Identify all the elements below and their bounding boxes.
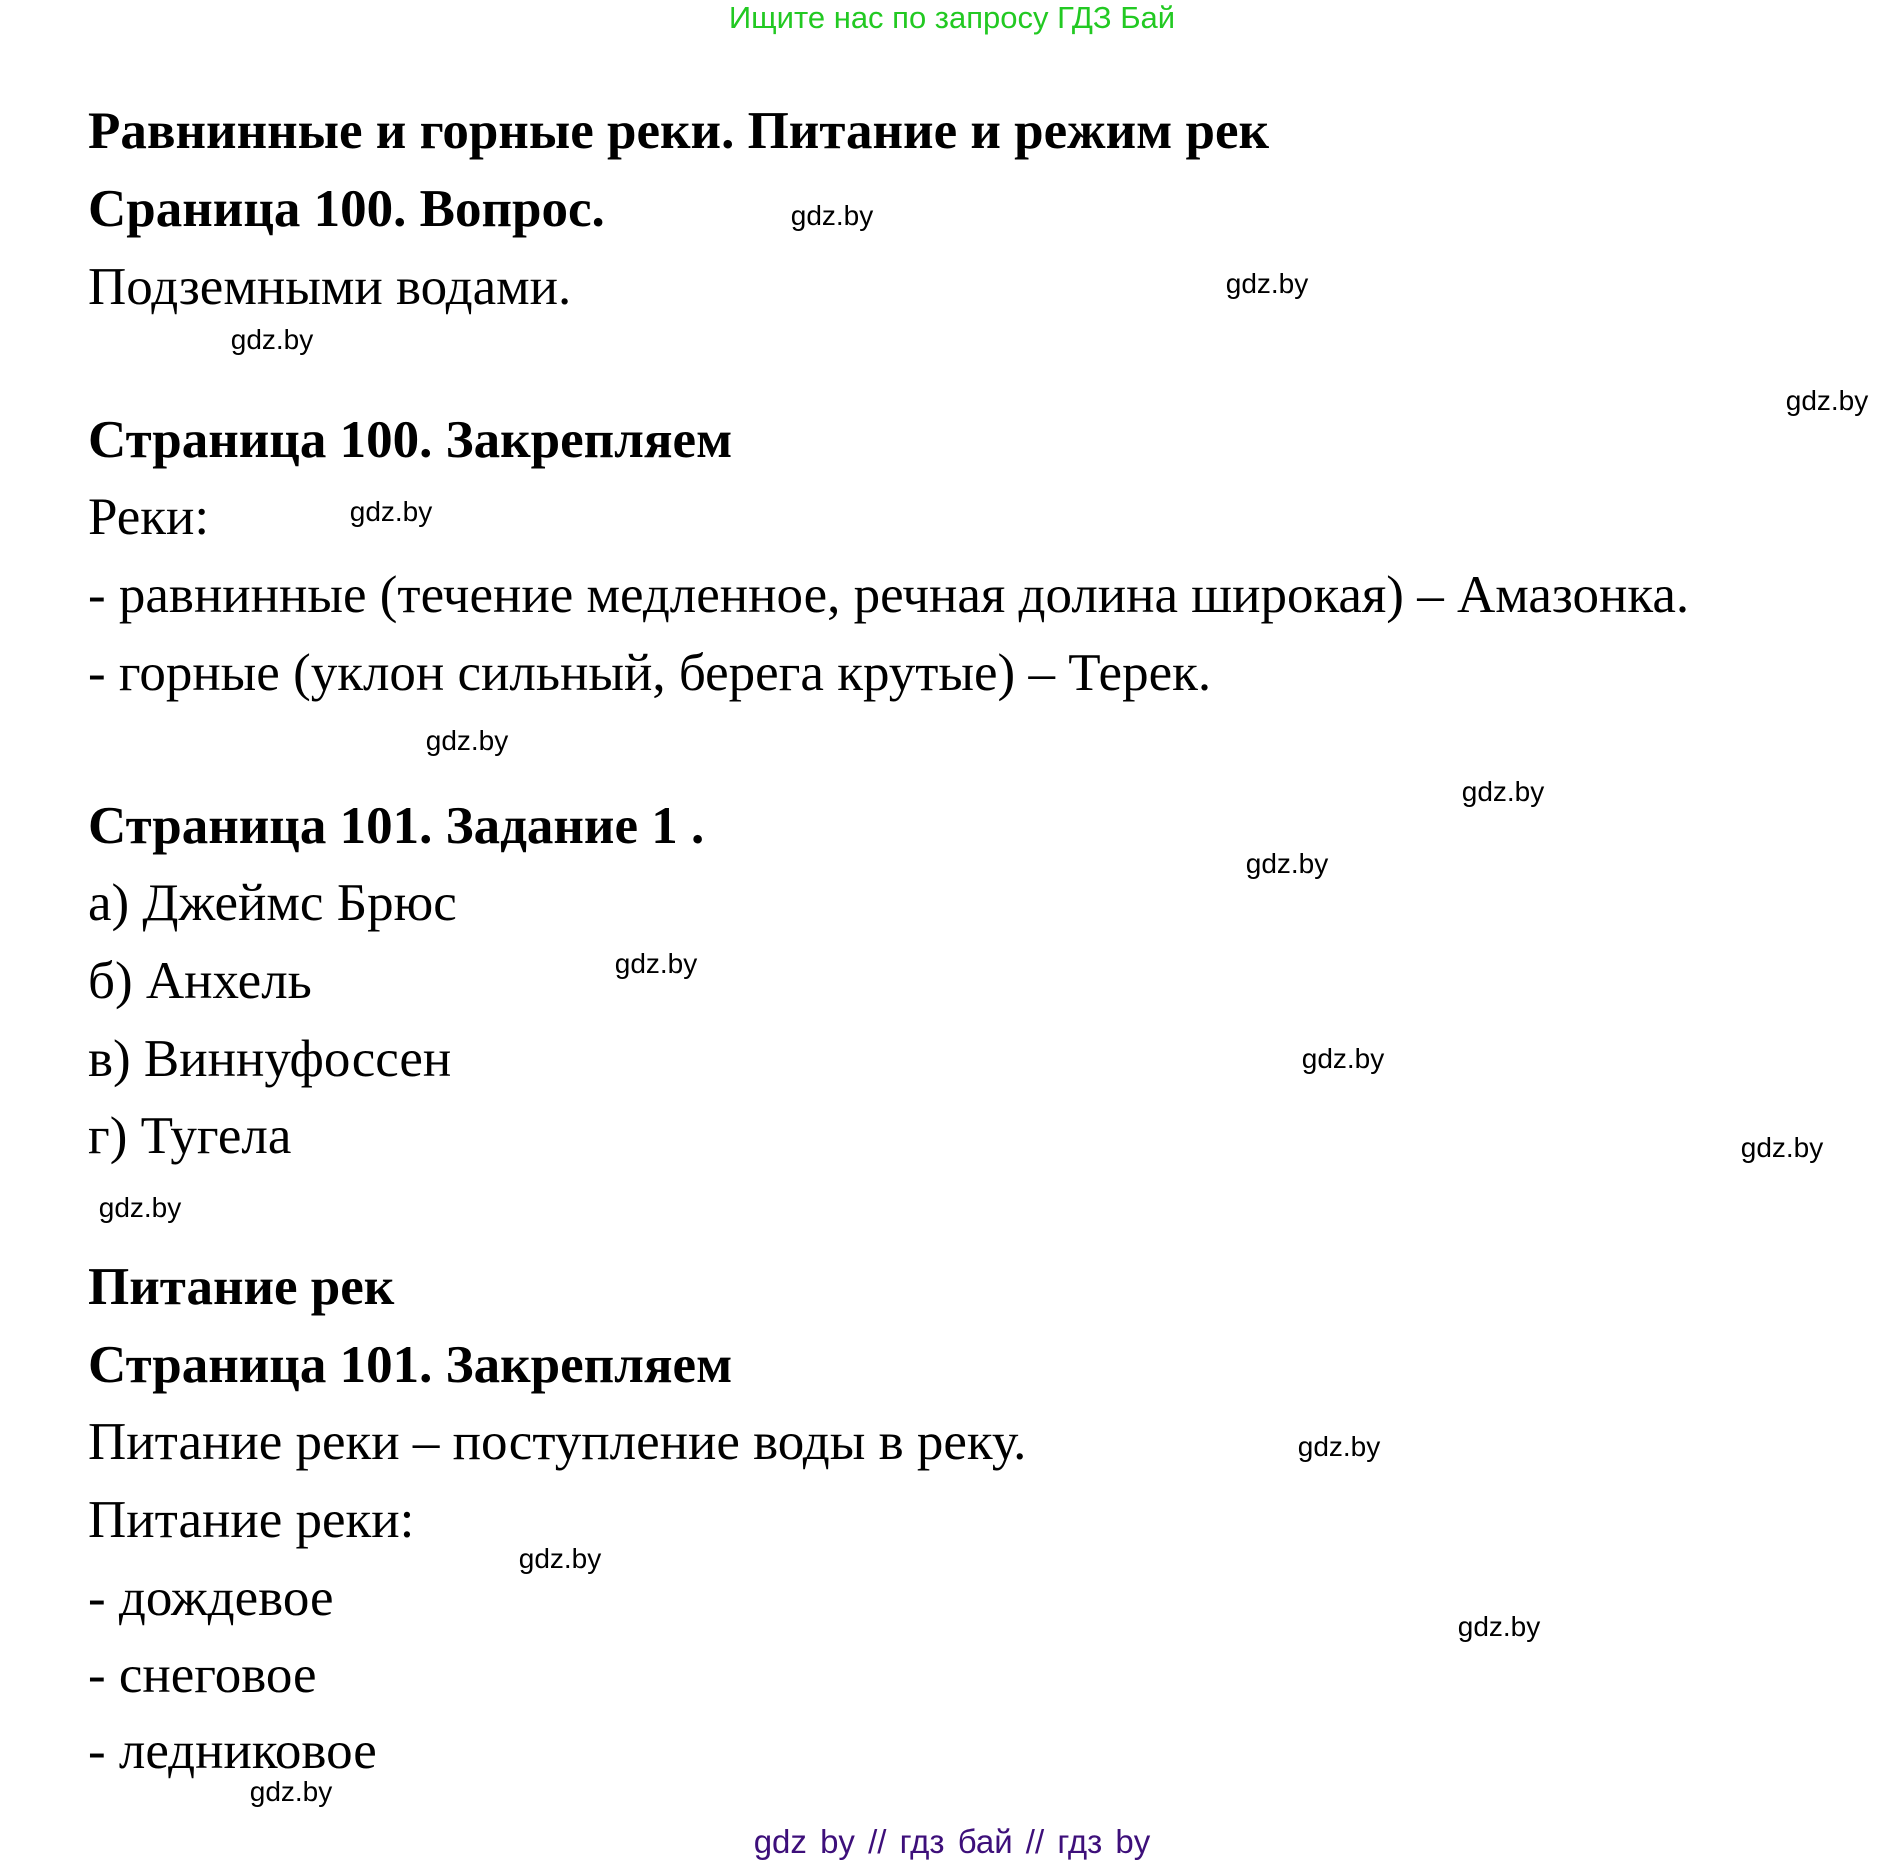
list-item: - равнинные (течение медленное, речная долина широкая) – Амазонка. (88, 566, 1690, 624)
section-heading-p100-reinforce: Страница 100. Закрепляем (88, 411, 733, 469)
list-item: - снеговое (88, 1646, 317, 1704)
definition-text: Питание реки – поступление воды в реку. (88, 1413, 1027, 1471)
list-item: - горные (уклон сильный, берега крутые) – Терек. (88, 644, 1212, 702)
watermark: gdz.by (1225, 268, 1309, 299)
answer-text: Подземными водами. (88, 258, 572, 316)
watermark: gdz.by (1457, 1611, 1541, 1642)
list-item: г) Тугела (88, 1107, 292, 1165)
watermark: gdz.by (230, 324, 314, 355)
list-item: б) Анхель (88, 952, 312, 1010)
section-heading-p101-reinforce: Страница 101. Закрепляем (88, 1336, 733, 1394)
watermark: gdz.by (349, 496, 433, 527)
watermark: gdz.by (1740, 1132, 1824, 1163)
watermark: gdz.by (425, 725, 509, 756)
list-item: - дождевое (88, 1569, 334, 1627)
section-title-river-feeding: Питание рек (88, 1258, 395, 1316)
rivers-intro: Реки: (88, 488, 210, 546)
watermark: gdz.by (614, 948, 698, 979)
section-heading-p101-task1: Страница 101. Задание 1 . (88, 797, 705, 855)
watermark: gdz.by (1461, 776, 1545, 807)
watermark: gdz.by (1785, 385, 1869, 416)
watermark: gdz.by (1301, 1043, 1385, 1074)
footer-site-links: gdz by // гдз бай // гдз by (753, 1823, 1151, 1860)
search-banner: Ищите нас по запросу ГДЗ Бай (728, 0, 1176, 35)
list-item: а) Джеймс Брюс (88, 874, 457, 932)
watermark: gdz.by (1245, 848, 1329, 879)
watermark: gdz.by (249, 1776, 333, 1807)
watermark: gdz.by (518, 1543, 602, 1574)
list-item: - ледниковое (88, 1722, 377, 1780)
document-title: Равнинные и горные реки. Питание и режим рек (88, 102, 1270, 160)
feeding-intro: Питание реки: (88, 1491, 415, 1549)
list-item: в) Виннуфоссен (88, 1030, 452, 1088)
section-heading-p100-question: Сраница 100. Вопрос. (88, 180, 605, 238)
watermark: gdz.by (98, 1192, 182, 1223)
watermark: gdz.by (790, 200, 874, 231)
watermark: gdz.by (1297, 1431, 1381, 1462)
